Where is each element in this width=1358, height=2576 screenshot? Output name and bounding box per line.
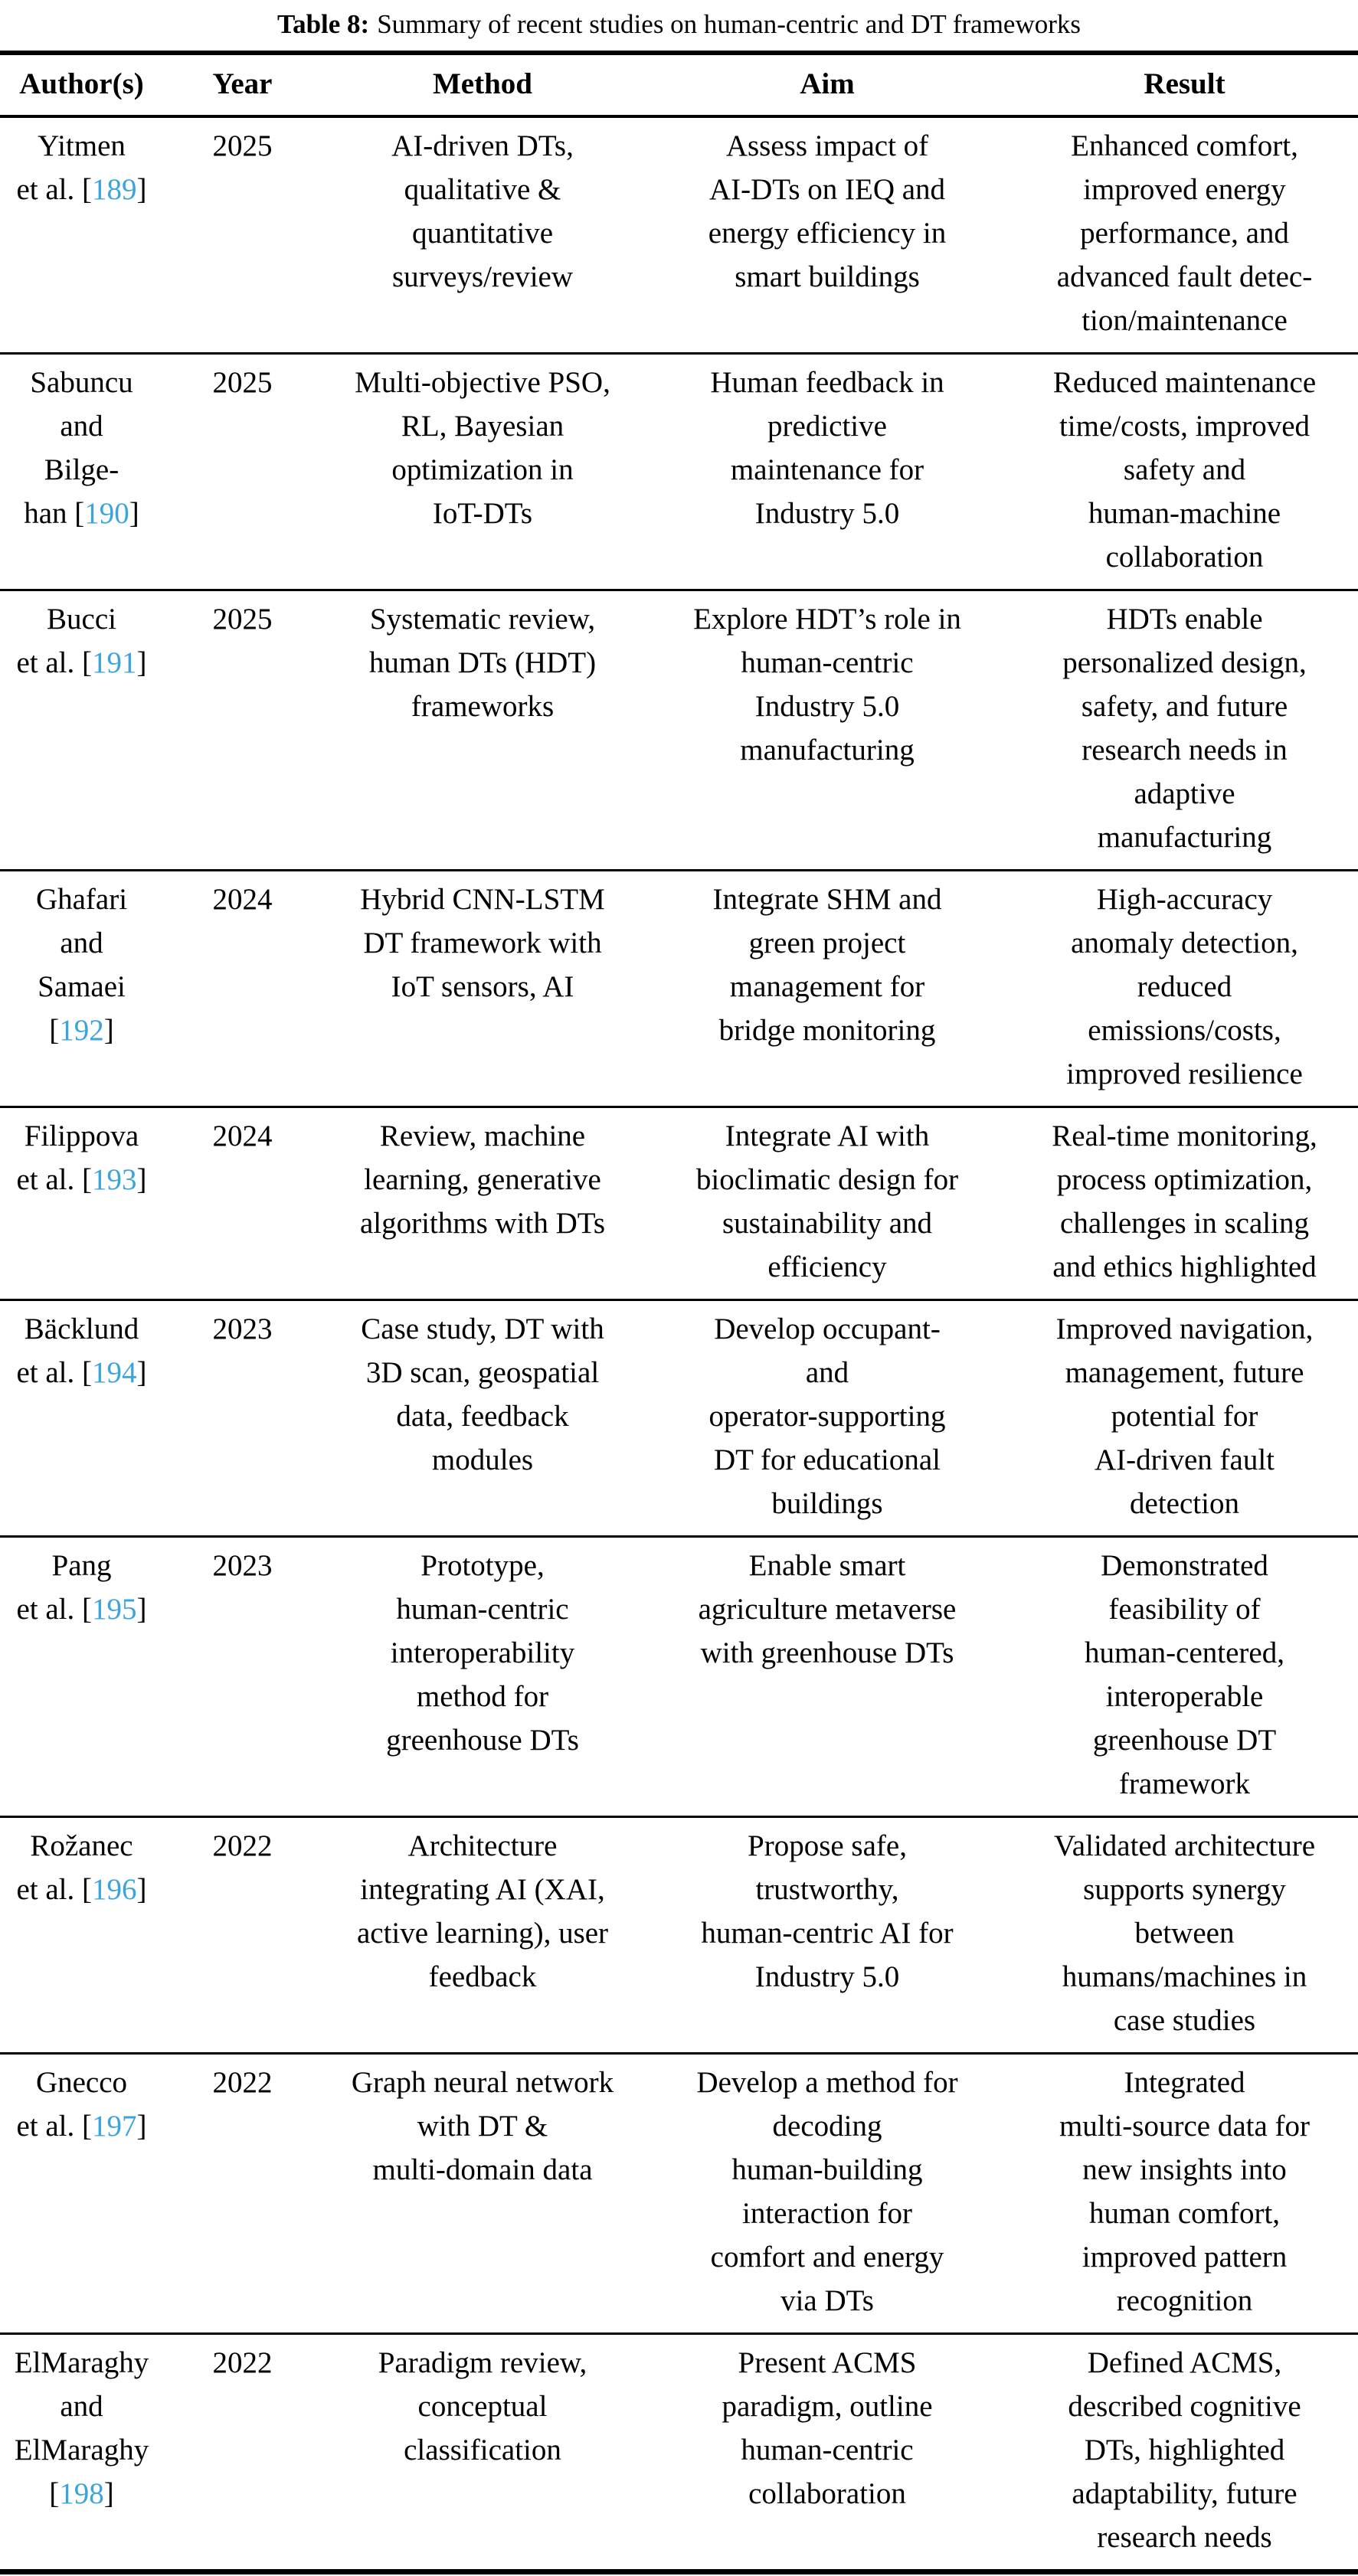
cell-year: 2022 (163, 2054, 322, 2334)
citation-link[interactable]: 197 (92, 2110, 137, 2143)
cell-method: Systematic review, human DTs (HDT) frameworks (322, 590, 643, 871)
cell-method: Case study, DT with 3D scan, geospatial data, feedback modules (322, 1300, 643, 1537)
cell-method: Multi-objective PSO, RL, Bayesian optimization in IoT-DTs (322, 354, 643, 590)
cell-aim: Assess impact of AI-DTs on IEQ and energy efficiency in smart buildings (643, 116, 1011, 354)
cell-result: Improved navigation, management, future potential for AI-driven fault detection (1011, 1300, 1358, 1537)
citation-link[interactable]: 192 (59, 1014, 104, 1047)
summary-table (0, 51, 1358, 2574)
cell-result: Validated architecture supports synergy between humans/machines in case studies (1011, 1817, 1358, 2054)
cell-author: Sabuncu and Bilge- han [190] (0, 354, 163, 590)
table-row (0, 1300, 1358, 1537)
cell-aim: Present ACMS paradigm, outline human-centric collaboration (722, 2346, 933, 2510)
cell-year: 2025 (163, 590, 322, 871)
cell-year: 2022 (163, 1817, 322, 2054)
cell-aim: Integrate SHM and green project management for bridge monitoring (643, 871, 1011, 1107)
cell-aim: Develop a method for decoding human-building interaction for comfort and energy via DTs (643, 2054, 1011, 2334)
citation-link[interactable]: 189 (92, 173, 137, 206)
cell-method: Review, machine learning, generative algorithms with DTs (322, 1107, 643, 1300)
table-row (0, 116, 1358, 354)
caption-label: Table 8: (277, 9, 370, 39)
cell-result: Real-time monitoring, process optimization, challenges in scaling and ethics highlighted (1011, 1107, 1358, 1300)
citation-link[interactable]: 198 (59, 2477, 104, 2510)
table-row (0, 1107, 1358, 1300)
cell-author: Pang et al. [195] (0, 1537, 163, 1817)
cell-year: 2024 (163, 871, 322, 1107)
cell-result: Demonstrated feasibility of human-centered, interoperable greenhouse DT framework (1011, 1537, 1358, 1817)
column-header-method: Method (322, 53, 643, 116)
cell-aim: Explore HDT’s role in human-centric Industry 5.0 manufacturing (643, 590, 1011, 871)
table-row (0, 1537, 1358, 1817)
cell-aim: Enable smart agriculture metaverse with greenhouse DTs (643, 1537, 1011, 1817)
citation-link[interactable]: 193 (92, 1163, 137, 1196)
column-header-author: Author(s) (0, 53, 163, 116)
cell-aim: Develop occupant- and operator-supporting DT for educational buildings (643, 1300, 1011, 1537)
table-header (0, 53, 1358, 116)
cell-year: 2023 (163, 1537, 322, 1817)
cell-year: 2024 (163, 1107, 322, 1300)
cell-result: Defined ACMS, described cognitive DTs, highlighted adaptability, future research needs (1068, 2346, 1301, 2554)
cell-author: Bäcklund et al. [194] (0, 1300, 163, 1537)
table-row (0, 590, 1358, 871)
cell-method: Paradigm review, conceptual classification (378, 2346, 587, 2466)
table-header-row (0, 53, 1358, 116)
cell-method: Graph neural network with DT & multi-domain data (322, 2054, 643, 2334)
cell-author: Ghafari and Samaei [192] (0, 871, 163, 1107)
cell-result: High-accuracy anomaly detection, reduced emissions/costs, improved resilience (1011, 871, 1358, 1107)
table-row (0, 1817, 1358, 2054)
cell-aim: Propose safe, trustworthy, human-centric AI for Industry 5.0 (643, 1817, 1011, 2054)
citation-link[interactable]: 195 (92, 1593, 137, 1626)
cell-method: AI-driven DTs, qualitative & quantitative surveys/review (322, 116, 643, 354)
cell-author: Filippova et al. [193] (0, 1107, 163, 1300)
column-header-year: Year (163, 53, 322, 116)
table-body (0, 116, 1358, 2572)
cell-author: Bucci et al. [191] (0, 590, 163, 871)
cell-result: Integrated multi-source data for new insights into human comfort, improved pattern recognition (1011, 2054, 1358, 2334)
table-row (0, 871, 1358, 1107)
cell-result: HDTs enable personalized design, safety, and future research needs in adaptive manufacturing (1011, 590, 1358, 871)
cell-year: 2022 (212, 2346, 273, 2379)
cell-method: Prototype, human-centric interoperability method for greenhouse DTs (322, 1537, 643, 1817)
table-caption (0, 0, 1358, 51)
cell-year: 2023 (163, 1300, 322, 1537)
table-row (0, 2054, 1358, 2334)
cell-result: Reduced maintenance time/costs, improved safety and human-machine collaboration (1011, 354, 1358, 590)
cell-result: Enhanced comfort, improved energy performance, and advanced fault detec- tion/maintenance (1011, 116, 1358, 354)
table-row (0, 2334, 1358, 2572)
caption-text: Summary of recent studies on human-centric and DT frameworks (377, 9, 1081, 39)
citation-link[interactable]: 194 (92, 1356, 137, 1389)
table-row (0, 354, 1358, 590)
cell-author: Rožanec et al. [196] (0, 1817, 163, 2054)
cell-author: Gnecco et al. [197] (0, 2054, 163, 2334)
cell-aim: Human feedback in predictive maintenance for Industry 5.0 (643, 354, 1011, 590)
cell-method: Architecture integrating AI (XAI, active learning), user feedback (322, 1817, 643, 2054)
cell-year: 2025 (163, 116, 322, 354)
cell-year: 2025 (163, 354, 322, 590)
citation-link[interactable]: 190 (84, 497, 129, 530)
cell-aim: Integrate AI with bioclimatic design for sustainability and efficiency (643, 1107, 1011, 1300)
column-header-result: Result (1011, 53, 1358, 116)
cell-author: Yitmen et al. [189] (0, 116, 163, 354)
cell-method: Hybrid CNN-LSTM DT framework with IoT sensors, AI (322, 871, 643, 1107)
column-header-aim: Aim (643, 53, 1011, 116)
citation-link[interactable]: 196 (92, 1873, 137, 1906)
cell-author: ElMaraghy and ElMaraghy [198] (14, 2346, 149, 2510)
citation-link[interactable]: 191 (92, 646, 137, 679)
